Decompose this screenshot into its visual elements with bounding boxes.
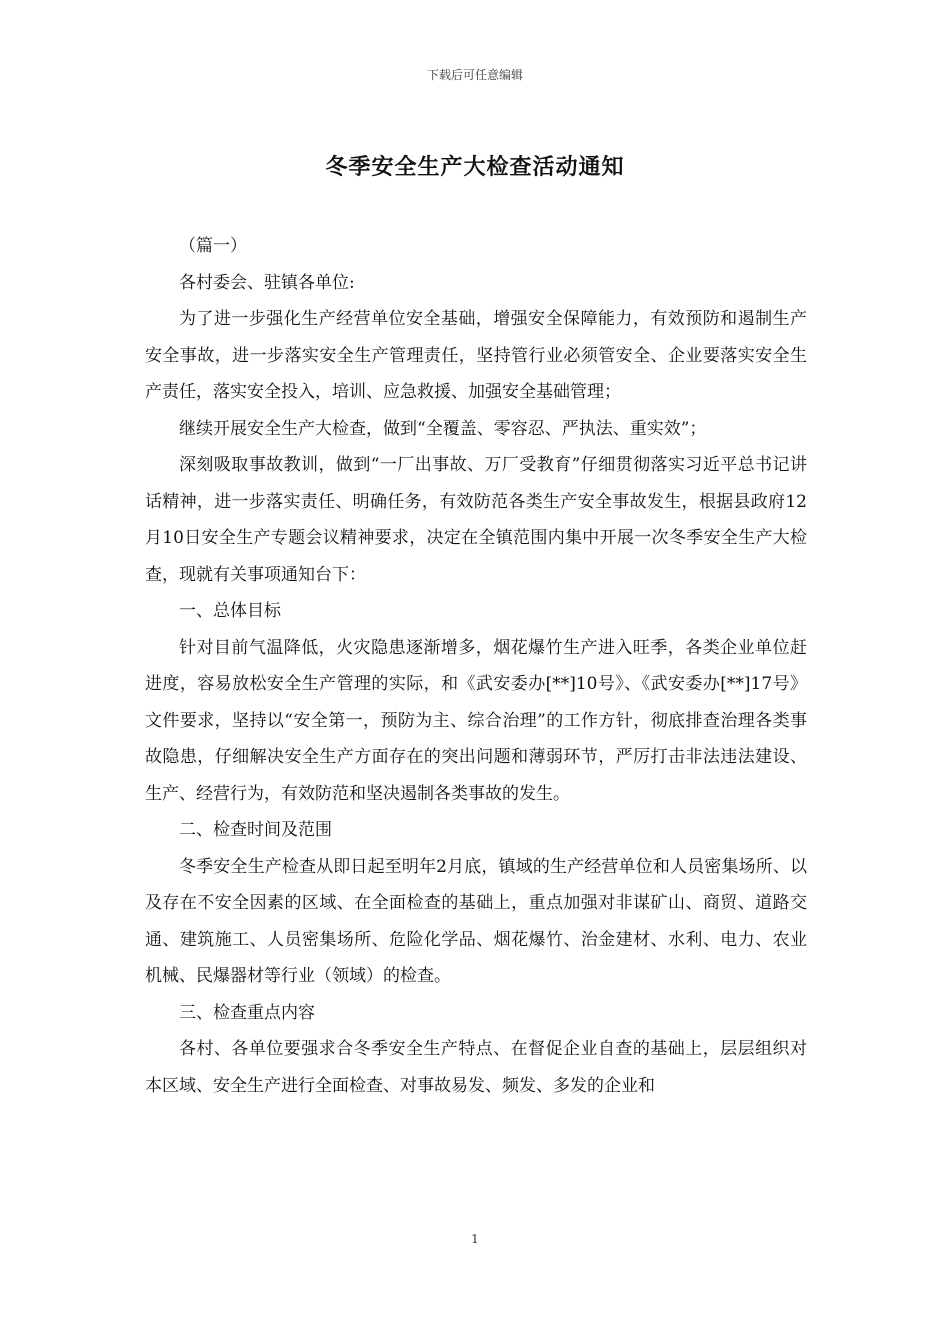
page-number: 1: [471, 1232, 479, 1246]
paragraph: 针对目前气温降低，火灾隐患逐渐增多，烟花爆竹生产进入旺季，各类企业单位赶进度，容易放松安全生产管理的实际，和《武安委办[**]10号》、《武安委办[**]17号》文件要求，坚持以“安全第一，预防为主、综合治理”的工作方针，彻底排查治理各类事故隐患，仔细解决安全生产方面存在的突出问题和薄弱环节，严厉打击非法违法建设、生产、经营行为，有效防范和坚决遏制各类事故的发生。: [145, 637, 807, 804]
paragraph: 各村委会、驻镇各单位:: [179, 272, 355, 293]
document-body: [145, 228, 807, 1104]
document-title: 冬季安全生产大检查活动通知: [325, 155, 625, 180]
section-heading: 一、总体目标: [179, 601, 281, 621]
paragraph: （篇一）: [179, 236, 247, 256]
paragraph: 继续开展安全生产大检查，做到“全覆盖、零容忍、严执法、重实效”；: [179, 418, 707, 439]
page-header: 下载后可任意编辑: [426, 68, 523, 82]
paragraph: 各村、各单位要强求合冬季安全生产特点、在督促企业自查的基础上，层层组织对本区域、安全生产进行全面检查、对事故易发、频发、多发的企业和: [145, 1039, 807, 1096]
paragraph: 深刻吸取事故教训，做到“一厂出事故、万厂受教育”仔细贯彻落实习近平总书记讲话精神，进一步落实责任、明确任务，有效防范各类生产安全事故发生，根据县政府12月10日安全生产专题会议精神要求，决定在全镇范围内集中开展一次冬季安全生产大检查，现就有关事项通知台下：: [145, 455, 807, 585]
paragraph: 为了进一步强化生产经营单位安全基础，增强安全保障能力，有效预防和遏制生产安全事故，进一步落实安全生产管理责任，坚持管行业必须管安全、企业要落实安全生产责任，落实安全投入，培训、应急救援、加强安全基础管理；: [145, 309, 807, 402]
paragraph: 冬季安全生产检查从即日起至明年2月底，镇域的生产经营单位和人员密集场所、以及存在不安全因素的区域、在全面检查的基础上，重点加强对非谋矿山、商贸、道路交通、建筑施工、人员密集场所、危险化学品、烟花爆竹、治金建材、水利、电力、农业机械、民爆器材等行业（领域）的检查。: [145, 856, 807, 986]
section-heading: 二、检查时间及范围: [179, 820, 332, 840]
section-heading: 三、检查重点内容: [179, 1002, 315, 1023]
